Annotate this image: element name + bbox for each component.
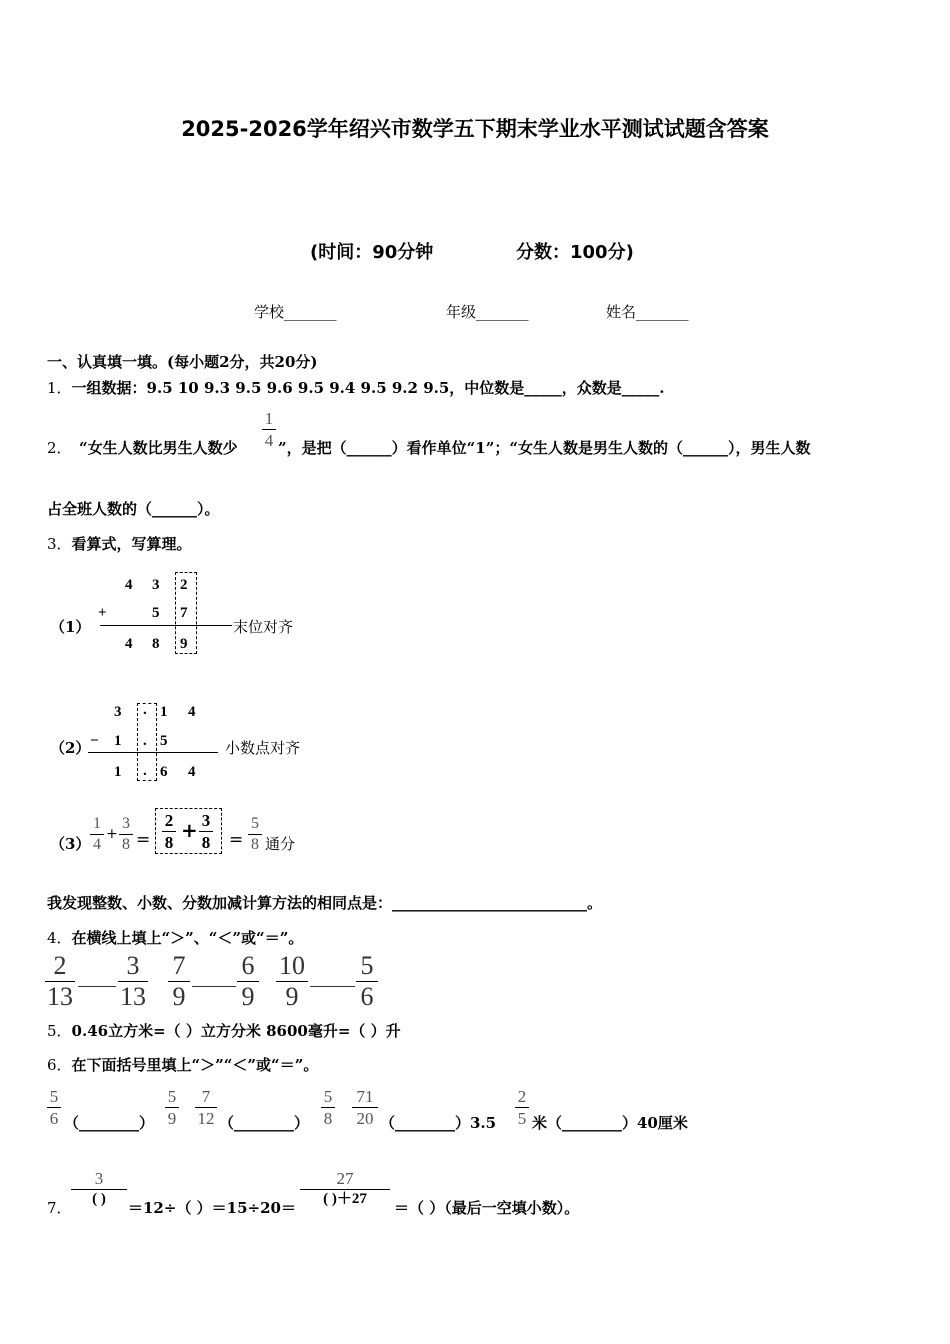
question-6 (47, 1054, 318, 1075)
plus-sign: + (98, 605, 107, 621)
name-field[interactable]: 姓名_______ (606, 303, 689, 321)
answer-blank[interactable]: （________）3.5 (380, 1114, 497, 1132)
digit: 1 (160, 704, 168, 720)
digit: 8 (152, 636, 160, 652)
question-text: 一组数据：9.5 10 9.3 9.5 9.6 9.5 9.4 9.5 9.2 9.5，中位数是_____，众数是_____. (71, 379, 665, 397)
q3-part1-note: 末位对齐 (233, 618, 294, 636)
highlight-box (137, 703, 157, 781)
grade-field[interactable]: 年级_______ (446, 303, 529, 321)
digit: 9 (180, 636, 188, 652)
equals-sign: = (136, 830, 151, 850)
decimal-point: . (143, 733, 147, 749)
answer-line[interactable] (310, 986, 355, 987)
digit: 1 (114, 764, 122, 780)
q3-conclusion: 我发现整数、小数、分数加减计算方法的相同点是：__________________________。 (47, 894, 603, 912)
exam-score: 分数：100分) (516, 242, 634, 263)
question-text: 在横线上填上“＞”、“＜”或“＝”。 (71, 929, 304, 947)
q3-part3-label: （3） (50, 835, 91, 853)
digit: 5 (160, 733, 168, 749)
q2-text-post: ”，是把（______）看作单位“1”；“女生人数是男生人数的（______），男生人数 (278, 439, 811, 457)
digit: 5 (152, 605, 160, 621)
plus-sign: + (181, 818, 198, 842)
digit: 2 (180, 577, 188, 593)
q2-fraction: 1 4 (262, 410, 276, 449)
fraction: 5 8 (248, 816, 262, 853)
q2-text-line2: 占全班人数的（______）。 (47, 500, 220, 518)
minus-sign: − (90, 733, 99, 749)
highlight-box (175, 572, 197, 654)
question-text: 0.46立方米=（ ）立方分米 8600毫升=（ ）升 (71, 1022, 401, 1040)
fraction: 6 9 (237, 953, 259, 1010)
digit: 4 (188, 764, 196, 780)
question-number: 5． (47, 1022, 72, 1040)
question-5 (47, 1020, 401, 1041)
digit: 4 (125, 636, 133, 652)
answer-blank[interactable]: （________） (219, 1114, 310, 1132)
answer-line[interactable] (78, 986, 116, 987)
fraction: 2 5 (515, 1088, 529, 1127)
fraction: 7 9 (168, 953, 190, 1010)
fraction: 3 8 (199, 812, 213, 851)
fraction: 71 20 (352, 1088, 378, 1127)
decimal-point: . (143, 702, 147, 718)
page-title: 2025-2026学年绍兴市数学五下期末学业水平测试试题含答案 (181, 117, 769, 141)
question-4 (47, 927, 303, 948)
digit: 6 (160, 764, 168, 780)
digit: 3 (152, 577, 160, 593)
q3-part3-note: 通分 (265, 835, 296, 853)
question-3 (47, 533, 192, 554)
exam-time: (时间：90分钟 (310, 242, 434, 263)
sum-line (100, 625, 232, 626)
plus-sign: + (106, 826, 118, 842)
q3-part1-label: （1） (50, 618, 91, 636)
school-field[interactable]: 学校_______ (254, 303, 337, 321)
fraction: 3 13 (120, 951, 146, 1011)
fraction: 5 8 (321, 1088, 335, 1127)
fraction: 1 4 (90, 816, 104, 853)
answer-blank[interactable]: （________） (64, 1114, 155, 1132)
q7-text-mid: ＝12÷（ ）＝15÷20＝ (128, 1199, 296, 1217)
equals-sign: = (229, 830, 244, 850)
decimal-point: . (143, 763, 147, 779)
fraction: 7 12 (195, 1088, 217, 1127)
q7-text-post: ＝（ ）（最后一空填小数）。 (394, 1199, 580, 1217)
question-number: 1． (47, 379, 72, 397)
digit: 4 (125, 577, 133, 593)
answer-blank[interactable]: 米（________）40厘米 (532, 1114, 688, 1132)
fraction: 3 ( ) (71, 1170, 127, 1207)
question-text: 看算式，写算理。 (71, 535, 192, 553)
question-2 (47, 437, 72, 458)
question-7 (47, 1197, 72, 1218)
answer-line[interactable] (192, 986, 236, 987)
digit: 3 (114, 704, 122, 720)
digit: 7 (180, 605, 188, 621)
question-number: 2． (47, 439, 72, 457)
q3-part2-label: （2） (50, 739, 91, 757)
question-number: 4． (47, 929, 72, 947)
question-1 (47, 377, 665, 398)
fraction: 5 9 (165, 1088, 179, 1127)
fraction: 27 ( )＋27 (300, 1170, 390, 1207)
fraction: 3 8 (119, 816, 133, 853)
q3-part2-note: 小数点对齐 (225, 739, 301, 757)
fraction: 10 9 (276, 953, 308, 1010)
question-number: 6． (47, 1056, 72, 1074)
digit: 1 (114, 733, 122, 749)
section-heading: 一、认真填一填。(每小题2分，共20分) (47, 353, 318, 371)
fraction: 2 13 (47, 951, 73, 1011)
q2-text-pre: “女生人数比男生人数少 (79, 439, 238, 457)
question-text: 在下面括号里填上“＞”“＜”或“＝”。 (71, 1056, 319, 1074)
question-number: 7． (47, 1199, 72, 1217)
fraction: 5 6 (356, 953, 378, 1010)
fraction: 5 6 (47, 1088, 61, 1127)
digit: 4 (188, 704, 196, 720)
question-number: 3． (47, 535, 72, 553)
fraction: 2 8 (162, 812, 176, 851)
